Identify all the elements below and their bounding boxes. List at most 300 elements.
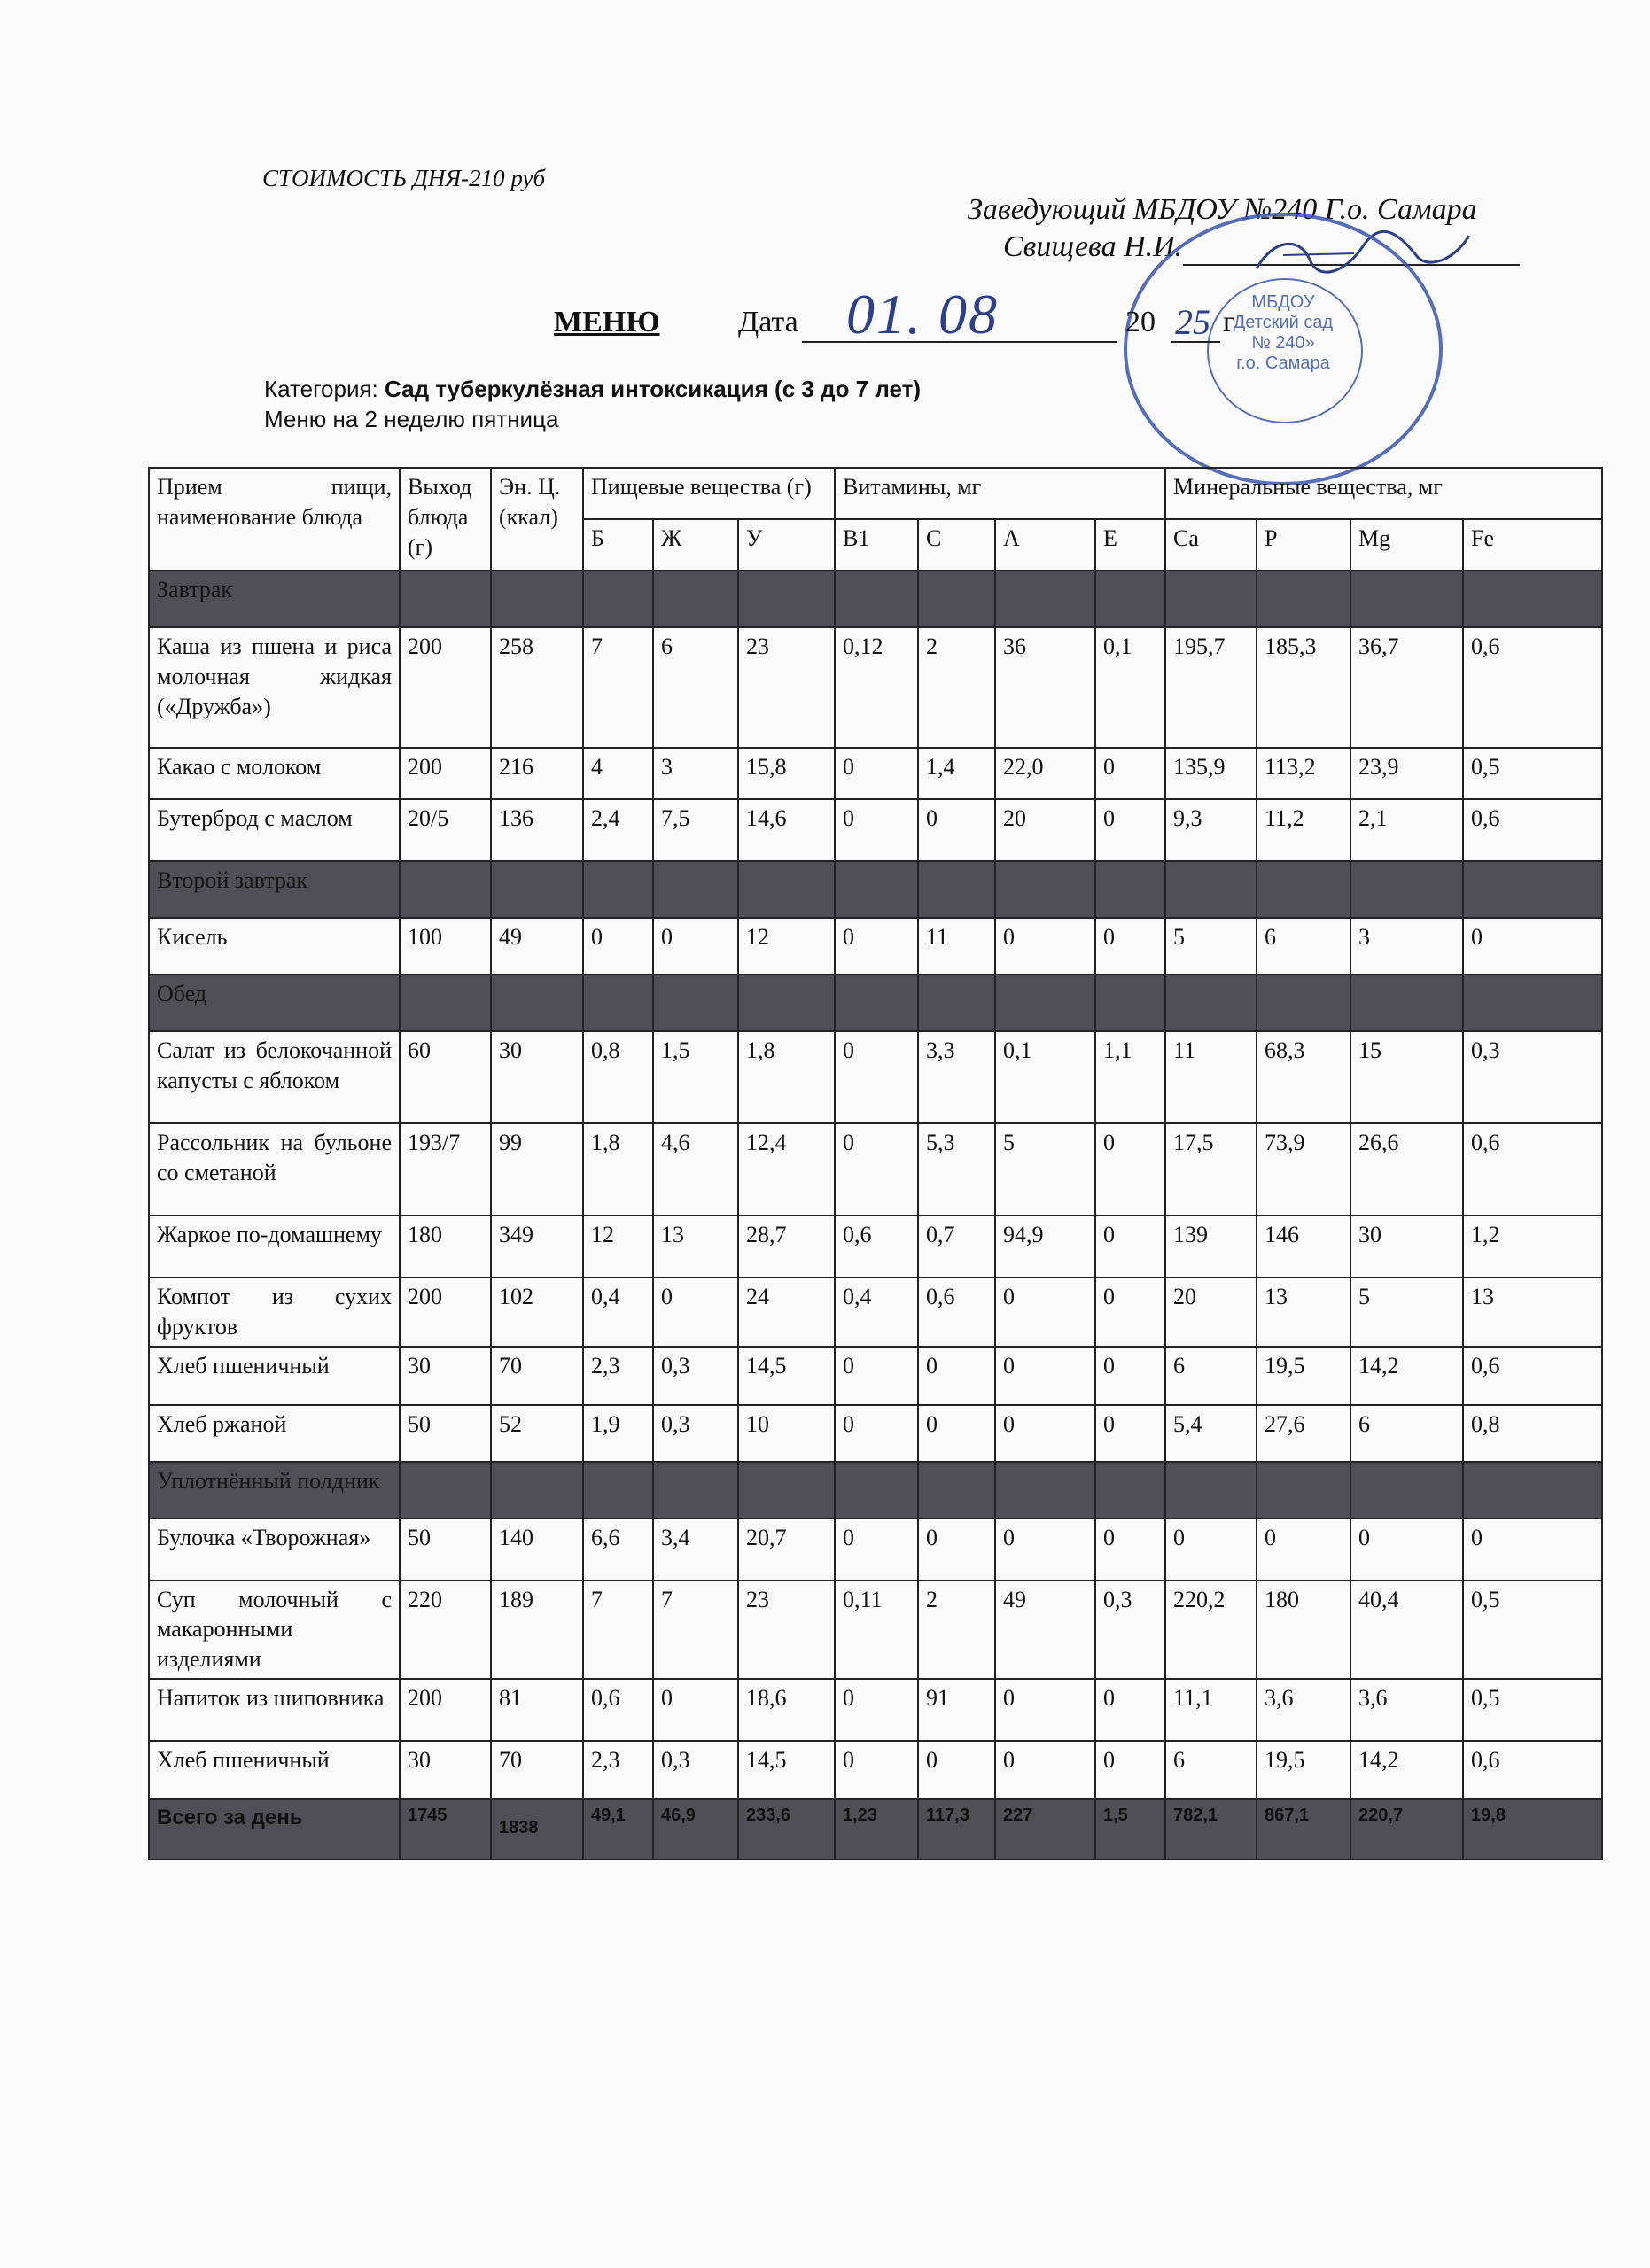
stamp-line: МБДОУ <box>1251 292 1315 312</box>
section-cell <box>1257 1462 1350 1518</box>
director-title: Заведующий МБДОУ №240 Г.о. Самара <box>968 193 1477 226</box>
stamp-line: Детский сад <box>1233 313 1334 332</box>
table-cell: 0 <box>918 1405 995 1462</box>
table-cell: 113,2 <box>1257 748 1350 799</box>
col-e: Е <box>1095 519 1165 571</box>
table-cell: 0 <box>835 1405 918 1462</box>
section-cell <box>738 1462 835 1518</box>
total-cell: 1745 <box>400 1799 491 1860</box>
table-row <box>149 748 1602 799</box>
section-row-snack <box>149 1462 1602 1518</box>
table-cell: 91 <box>918 1679 995 1741</box>
table-cell: 0 <box>835 748 918 799</box>
section-cell <box>738 571 835 627</box>
section-cell <box>653 571 738 627</box>
table-cell: 0 <box>835 1123 918 1216</box>
section-cell <box>918 1462 995 1518</box>
table-cell: 2,1 <box>1350 799 1463 861</box>
table-cell: 20,7 <box>738 1518 835 1581</box>
menu-title: МЕНЮ <box>554 306 660 338</box>
section-cell <box>995 571 1095 627</box>
table-cell: 17,5 <box>1165 1123 1257 1216</box>
table-cell: 52 <box>491 1405 583 1462</box>
table-cell: 0,3 <box>653 1405 738 1462</box>
menu-week: Меню на 2 неделю пятница <box>264 406 559 432</box>
table-cell: 0,6 <box>1463 1123 1602 1216</box>
section-cell <box>995 975 1095 1031</box>
table-cell: 73,9 <box>1257 1123 1350 1216</box>
table-cell: 0 <box>1095 1405 1165 1462</box>
table-cell: 26,6 <box>1350 1123 1463 1216</box>
table-cell: 3,6 <box>1257 1679 1350 1741</box>
table-cell: 14,6 <box>738 799 835 861</box>
table-row <box>149 627 1602 748</box>
table-row <box>149 1278 1602 1347</box>
table-cell: 81 <box>491 1679 583 1741</box>
table-cell: 11,1 <box>1165 1679 1257 1741</box>
table-cell: 0 <box>835 1518 918 1581</box>
table-cell: 7,5 <box>653 799 738 861</box>
table-cell: 40,4 <box>1350 1581 1463 1679</box>
table-cell: 19,5 <box>1257 1741 1350 1799</box>
section-row-breakfast <box>149 571 1602 627</box>
dish-name: Какао с молоком <box>149 748 400 799</box>
table-cell: 136 <box>491 799 583 861</box>
table-cell: 13 <box>1257 1278 1350 1347</box>
section-cell <box>738 975 835 1031</box>
table-cell: 0 <box>995 1741 1095 1799</box>
table-cell: 0 <box>1095 918 1165 975</box>
table-cell: 0 <box>835 1679 918 1741</box>
section-cell <box>1463 571 1602 627</box>
table-cell: 1,9 <box>583 1405 653 1462</box>
table-cell: 0 <box>1095 1679 1165 1741</box>
table-cell: 102 <box>491 1278 583 1347</box>
dish-name: Каша из пшена и риса молочная жидкая («Дружба») <box>149 627 400 748</box>
table-cell: 49 <box>995 1581 1095 1679</box>
table-cell: 3 <box>653 748 738 799</box>
dish-name: Суп молочный с макаронными изделиями <box>149 1581 400 1679</box>
total-cell: 1,23 <box>835 1799 918 1860</box>
section-cell <box>1095 1462 1165 1518</box>
year-prefix: 20 <box>1125 306 1156 338</box>
table-cell: 200 <box>400 1278 491 1347</box>
total-cell: 1,5 <box>1095 1799 1165 1860</box>
table-cell: 60 <box>400 1031 491 1123</box>
section-cell <box>400 571 491 627</box>
table-cell: 6,6 <box>583 1518 653 1581</box>
table-cell: 0,5 <box>1463 748 1602 799</box>
table-cell: 0 <box>583 918 653 975</box>
category <box>264 376 921 403</box>
table-cell: 0 <box>835 1347 918 1405</box>
dish-name: Рассольник на бульоне со сметаной <box>149 1123 400 1216</box>
table-cell: 0 <box>1095 799 1165 861</box>
section-cell <box>400 975 491 1031</box>
table-cell: 2 <box>918 1581 995 1679</box>
col-yield: Выход блюда (г) <box>400 468 491 571</box>
table-cell: 12 <box>583 1216 653 1278</box>
table-cell: 0 <box>1095 1741 1165 1799</box>
total-cell: 19,8 <box>1463 1799 1602 1860</box>
table-cell: 11 <box>1165 1031 1257 1123</box>
table-cell: 6 <box>1350 1405 1463 1462</box>
table-cell: 11,2 <box>1257 799 1350 861</box>
table-cell: 5 <box>1165 918 1257 975</box>
col-b: Б <box>583 519 653 571</box>
year-value: 25 <box>1175 302 1210 342</box>
dish-name: Салат из белокочанной капусты с яблоком <box>149 1031 400 1123</box>
table-cell: 200 <box>400 627 491 748</box>
table-cell: 220 <box>400 1581 491 1679</box>
col-p: Р <box>1257 519 1350 571</box>
table-cell: 4,6 <box>653 1123 738 1216</box>
section-cell <box>918 975 995 1031</box>
section-cell <box>491 1462 583 1518</box>
table-cell: 0 <box>835 799 918 861</box>
table-cell: 0 <box>1165 1518 1257 1581</box>
table-cell: 6 <box>1165 1347 1257 1405</box>
table-cell: 15 <box>1350 1031 1463 1123</box>
col-ca: Са <box>1165 519 1257 571</box>
total-cell: 782,1 <box>1165 1799 1257 1860</box>
section-row-lunch <box>149 975 1602 1031</box>
table-cell: 185,3 <box>1257 627 1350 748</box>
category-value: Сад туберкулёзная интоксикация (с 3 до 7 лет) <box>385 376 922 402</box>
section-cell <box>1350 861 1463 918</box>
section-cell <box>1350 975 1463 1031</box>
table-cell: 14,2 <box>1350 1741 1463 1799</box>
table-cell: 50 <box>400 1405 491 1462</box>
dish-name: Жаркое по-домашнему <box>149 1216 400 1278</box>
table-cell: 0 <box>1095 1216 1165 1278</box>
table-cell: 0,6 <box>1463 799 1602 861</box>
dish-name: Бутерброд с маслом <box>149 799 400 861</box>
table-cell: 0 <box>995 1518 1095 1581</box>
section-label: Завтрак <box>149 571 400 627</box>
table-cell: 0 <box>995 918 1095 975</box>
section-cell <box>1257 571 1350 627</box>
table-cell: 14,5 <box>738 1347 835 1405</box>
section-cell <box>1095 861 1165 918</box>
table-cell: 1,5 <box>653 1031 738 1123</box>
col-fe: Fe <box>1463 519 1602 571</box>
table-cell: 30 <box>491 1031 583 1123</box>
table-cell: 135,9 <box>1165 748 1257 799</box>
table-cell: 7 <box>653 1581 738 1679</box>
col-minerals: Минеральные вещества, мг <box>1165 468 1602 519</box>
table-cell: 12 <box>738 918 835 975</box>
table-cell: 7 <box>583 1581 653 1679</box>
section-cell <box>918 571 995 627</box>
section-label: Обед <box>149 975 400 1031</box>
total-label: Всего за день <box>149 1799 400 1860</box>
col-b1: В1 <box>835 519 918 571</box>
header-row <box>149 468 1602 519</box>
section-cell <box>835 975 918 1031</box>
table-cell: 0 <box>1350 1518 1463 1581</box>
table-cell: 50 <box>400 1518 491 1581</box>
section-cell <box>1463 861 1602 918</box>
section-label: Второй завтрак <box>149 861 400 918</box>
table-cell: 0 <box>653 1278 738 1347</box>
table-cell: 0 <box>918 1741 995 1799</box>
table-cell: 1,4 <box>918 748 995 799</box>
section-cell <box>835 571 918 627</box>
director-name: Свищева Н.И. <box>1003 230 1183 263</box>
section-row-second-breakfast <box>149 861 1602 918</box>
table-cell: 7 <box>583 627 653 748</box>
section-cell <box>738 861 835 918</box>
total-row <box>149 1799 1602 1860</box>
table-cell: 3,4 <box>653 1518 738 1581</box>
table-cell: 0,1 <box>1095 627 1165 748</box>
table-cell: 10 <box>738 1405 835 1462</box>
total-cell: 233,6 <box>738 1799 835 1860</box>
table-cell: 23 <box>738 627 835 748</box>
table-cell: 70 <box>491 1741 583 1799</box>
section-cell <box>583 1462 653 1518</box>
table-cell: 3,6 <box>1350 1679 1463 1741</box>
year-suffix: г <box>1223 306 1235 338</box>
section-cell <box>1257 861 1350 918</box>
col-energy: Эн. Ц. (ккал) <box>491 468 583 571</box>
table-cell: 0 <box>995 1347 1095 1405</box>
table-cell: 0,5 <box>1463 1581 1602 1679</box>
table-cell: 200 <box>400 1679 491 1741</box>
col-zh: Ж <box>653 519 738 571</box>
table-cell: 193/7 <box>400 1123 491 1216</box>
section-cell <box>918 861 995 918</box>
table-cell: 9,3 <box>1165 799 1257 861</box>
table-row <box>149 1405 1602 1462</box>
stamp-text <box>1127 292 1439 374</box>
table-cell: 180 <box>400 1216 491 1278</box>
table-cell: 0 <box>1095 748 1165 799</box>
table-cell: 99 <box>491 1123 583 1216</box>
table-cell: 200 <box>400 748 491 799</box>
table-cell: 0 <box>995 1278 1095 1347</box>
menu-table <box>148 467 1603 1860</box>
table-cell: 0,3 <box>653 1347 738 1405</box>
table-cell: 0,12 <box>835 627 918 748</box>
table-cell: 68,3 <box>1257 1031 1350 1123</box>
table-cell: 5,4 <box>1165 1405 1257 1462</box>
table-cell: 27,6 <box>1257 1405 1350 1462</box>
table-cell: 6 <box>1165 1741 1257 1799</box>
table-cell: 19,5 <box>1257 1347 1350 1405</box>
section-cell <box>1257 975 1350 1031</box>
dish-name: Хлеб пшеничный <box>149 1741 400 1799</box>
dish-name: Компот из сухих фруктов <box>149 1278 400 1347</box>
table-cell: 36 <box>995 627 1095 748</box>
section-cell <box>835 861 918 918</box>
table-cell: 13 <box>653 1216 738 1278</box>
section-label: Уплотнённый полдник <box>149 1462 400 1518</box>
section-cell <box>491 861 583 918</box>
table-cell: 0,3 <box>1095 1581 1165 1679</box>
table-cell: 216 <box>491 748 583 799</box>
section-cell <box>653 975 738 1031</box>
table-cell: 2,3 <box>583 1347 653 1405</box>
section-cell <box>1095 975 1165 1031</box>
table-row <box>149 1031 1602 1123</box>
col-nutrients: Пищевые вещества (г) <box>583 468 835 519</box>
table-cell: 14,5 <box>738 1741 835 1799</box>
section-cell <box>583 861 653 918</box>
table-cell: 0,8 <box>583 1031 653 1123</box>
table-cell: 20 <box>1165 1278 1257 1347</box>
table-cell: 0,3 <box>653 1741 738 1799</box>
stamp-line: № 240» <box>1251 333 1315 353</box>
table-cell: 20/5 <box>400 799 491 861</box>
section-cell <box>1463 975 1602 1031</box>
table-row <box>149 1216 1602 1278</box>
section-cell <box>653 1462 738 1518</box>
table-cell: 24 <box>738 1278 835 1347</box>
table-cell: 1,8 <box>583 1123 653 1216</box>
table-row <box>149 1347 1602 1405</box>
table-cell: 1,8 <box>738 1031 835 1123</box>
col-vitamins: Витамины, мг <box>835 468 1165 519</box>
table-cell: 0 <box>1095 1347 1165 1405</box>
table-cell: 2,3 <box>583 1741 653 1799</box>
table-cell: 0,6 <box>1463 627 1602 748</box>
table-cell: 0 <box>918 799 995 861</box>
table-cell: 0 <box>1095 1518 1165 1581</box>
table-cell: 94,9 <box>995 1216 1095 1278</box>
section-cell <box>400 861 491 918</box>
table-cell: 0,7 <box>918 1216 995 1278</box>
col-u: У <box>738 519 835 571</box>
section-cell <box>491 975 583 1031</box>
table-cell: 100 <box>400 918 491 975</box>
table-cell: 5,3 <box>918 1123 995 1216</box>
table-cell: 0 <box>1095 1278 1165 1347</box>
table-cell: 0,6 <box>583 1679 653 1741</box>
section-cell <box>1350 1462 1463 1518</box>
table-cell: 0,11 <box>835 1581 918 1679</box>
total-cell: 1838 <box>491 1799 583 1860</box>
table-cell: 23 <box>738 1581 835 1679</box>
table-cell: 22,0 <box>995 748 1095 799</box>
table-cell: 140 <box>491 1518 583 1581</box>
table-cell: 15,8 <box>738 748 835 799</box>
section-cell <box>1165 861 1257 918</box>
table-cell: 0 <box>995 1405 1095 1462</box>
table-cell: 195,7 <box>1165 627 1257 748</box>
col-c: С <box>918 519 995 571</box>
table-cell: 0,1 <box>995 1031 1095 1123</box>
stamp-line: г.о. Самара <box>1236 353 1330 373</box>
section-cell <box>1165 975 1257 1031</box>
table-cell: 0 <box>653 1679 738 1741</box>
table-cell: 5 <box>995 1123 1095 1216</box>
table-cell: 0,8 <box>1463 1405 1602 1462</box>
total-cell: 117,3 <box>918 1799 995 1860</box>
table-cell: 1,1 <box>1095 1031 1165 1123</box>
table-cell: 349 <box>491 1216 583 1278</box>
day-cost: СТОИМОСТЬ ДНЯ-210 руб <box>262 165 546 191</box>
table-row <box>149 1518 1602 1581</box>
table-cell: 0 <box>1463 918 1602 975</box>
table-cell: 2,4 <box>583 799 653 861</box>
section-cell <box>653 861 738 918</box>
table-cell: 18,6 <box>738 1679 835 1741</box>
table-cell: 28,7 <box>738 1216 835 1278</box>
table-row <box>149 1123 1602 1216</box>
table-cell: 2 <box>918 627 995 748</box>
table-cell: 146 <box>1257 1216 1350 1278</box>
table-cell: 0 <box>1095 1123 1165 1216</box>
section-cell <box>995 1462 1095 1518</box>
section-cell <box>1165 571 1257 627</box>
table-cell: 36,7 <box>1350 627 1463 748</box>
total-cell: 220,7 <box>1350 1799 1463 1860</box>
table-cell: 23,9 <box>1350 748 1463 799</box>
table-cell: 0,6 <box>1463 1347 1602 1405</box>
section-cell <box>400 1462 491 1518</box>
table-cell: 0 <box>918 1347 995 1405</box>
category-label: Категория: <box>264 376 378 402</box>
section-cell <box>583 975 653 1031</box>
table-cell: 189 <box>491 1581 583 1679</box>
table-cell: 13 <box>1463 1278 1602 1347</box>
dish-name: Булочка «Творожная» <box>149 1518 400 1581</box>
table-cell: 0 <box>918 1518 995 1581</box>
total-cell: 867,1 <box>1257 1799 1350 1860</box>
col-meal: Прием пищи, наименование блюда <box>149 468 400 571</box>
table-cell: 0 <box>835 1031 918 1123</box>
table-cell: 30 <box>400 1347 491 1405</box>
table-cell: 14,2 <box>1350 1347 1463 1405</box>
table-row <box>149 1679 1602 1741</box>
table-cell: 0,6 <box>835 1216 918 1278</box>
table-cell: 0 <box>835 1741 918 1799</box>
table-row <box>149 1581 1602 1679</box>
section-cell <box>835 1462 918 1518</box>
table-cell: 0,3 <box>1463 1031 1602 1123</box>
table-row <box>149 1741 1602 1799</box>
table-cell: 0 <box>1463 1518 1602 1581</box>
table-cell: 49 <box>491 918 583 975</box>
table-cell: 6 <box>653 627 738 748</box>
section-cell <box>491 571 583 627</box>
table-cell: 70 <box>491 1347 583 1405</box>
table-cell: 0,6 <box>918 1278 995 1347</box>
total-cell: 49,1 <box>583 1799 653 1860</box>
table-cell: 5 <box>1350 1278 1463 1347</box>
table-cell: 0,4 <box>583 1278 653 1347</box>
official-stamp <box>1124 213 1443 485</box>
table-cell: 20 <box>995 799 1095 861</box>
table-cell: 0,5 <box>1463 1679 1602 1741</box>
dish-name: Хлеб пшеничный <box>149 1347 400 1405</box>
date-value: 01. 08 <box>846 283 999 346</box>
total-cell: 46,9 <box>653 1799 738 1860</box>
table-cell: 11 <box>918 918 995 975</box>
table-cell: 0 <box>835 918 918 975</box>
table-cell: 0 <box>1257 1518 1350 1581</box>
dish-name: Хлеб ржаной <box>149 1405 400 1462</box>
total-cell: 227 <box>995 1799 1095 1860</box>
section-cell <box>583 571 653 627</box>
table-cell: 139 <box>1165 1216 1257 1278</box>
table-cell: 6 <box>1257 918 1350 975</box>
table-cell: 30 <box>400 1741 491 1799</box>
table-cell: 0 <box>995 1679 1095 1741</box>
table-cell: 3 <box>1350 918 1463 975</box>
